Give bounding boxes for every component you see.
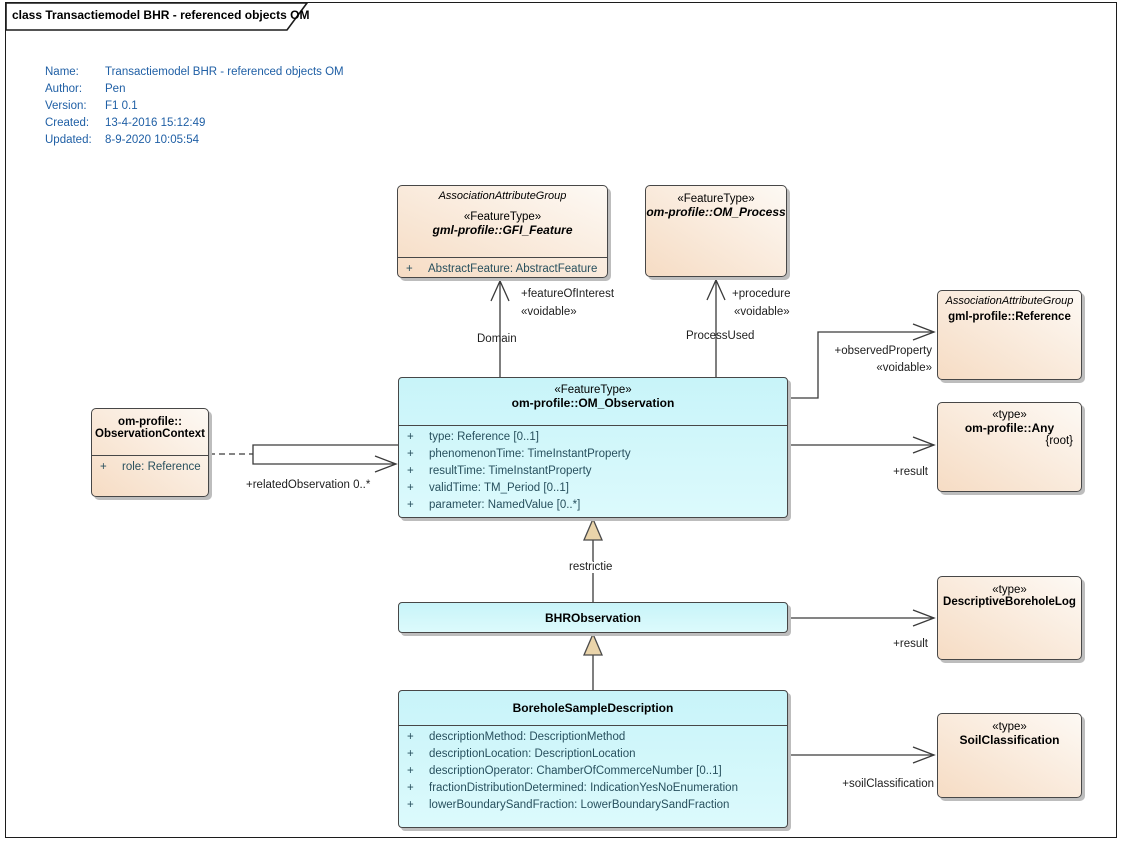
label-domain: Domain [477, 333, 517, 345]
metadata-row: Updated: 8-9-2020 10:05:54 [45, 134, 199, 146]
attribute-row: + parameter: NamedValue [0..*] [407, 499, 581, 511]
class-name: DescriptiveBoreholeLog [943, 596, 1076, 608]
class-stereotype: «FeatureType» [677, 193, 755, 205]
class-stereotype: «FeatureType» [554, 384, 632, 396]
label-soil-classification: +soilClassification [842, 778, 934, 790]
attribute-row: + descriptionMethod: DescriptionMethod [407, 731, 626, 743]
class-name: om-profile::Any [964, 421, 1055, 435]
class-tagline: AssociationAttributeGroup [438, 190, 567, 202]
class-name: BHRObservation [544, 610, 642, 625]
label-procedure-voidable: «voidable» [734, 306, 790, 318]
metadata-row: Version: F1 0.1 [45, 100, 138, 112]
class-name: BoreholeSampleDescription [512, 701, 674, 715]
class-any[interactable] [937, 402, 1082, 492]
class-borehole-sample-description[interactable] [398, 690, 788, 828]
class-name-line2: ObservationContext [95, 428, 205, 440]
class-descriptive-borehole-log[interactable] [937, 576, 1082, 660]
class-stereotype: «type» [992, 409, 1027, 421]
label-feature-of-interest-voidable: «voidable» [521, 306, 577, 318]
label-related-observation: +relatedObservation 0..* [246, 479, 371, 491]
class-tagline: AssociationAttributeGroup [945, 295, 1074, 307]
metadata-row: Author: Pen [45, 83, 126, 95]
attribute-row: + lowerBoundarySandFraction: LowerBoundarySandFraction [407, 799, 730, 811]
label-feature-of-interest: +featureOfInterest [521, 288, 615, 300]
generalization-triangle-icon [584, 634, 602, 655]
attribute-row: + fractionDistributionDetermined: IndicationYesNoEnumeration [407, 782, 738, 794]
diagram-title: class Transactiemodel BHR - referenced objects OM [12, 8, 310, 22]
attribute-row: + AbstractFeature: AbstractFeature [406, 263, 598, 275]
label-process-used: ProcessUsed [686, 330, 755, 342]
class-stereotype: «FeatureType» [463, 211, 542, 223]
metadata-row: Name: Transactiemodel BHR - referenced objects OM [45, 66, 344, 78]
attribute-row: + resultTime: TimeInstantProperty [407, 465, 592, 477]
label-procedure: +procedure [732, 288, 791, 300]
generalization-triangle-icon [584, 519, 602, 540]
class-bhr-observation[interactable] [398, 602, 788, 633]
label-restrictie: restrictie [566, 561, 615, 573]
class-om-process[interactable] [645, 185, 787, 277]
attribute-row: + descriptionLocation: DescriptionLocation [407, 748, 636, 760]
class-name: gml-profile::GFI_Feature [432, 223, 573, 237]
diagram-metadata [45, 64, 344, 149]
connector-related-observation [253, 445, 398, 464]
class-soil-classification[interactable] [937, 713, 1082, 798]
attribute-row: + type: Reference [0..1] [407, 431, 539, 443]
class-gfi-feature[interactable] [397, 185, 608, 278]
label-result-any: +result [893, 466, 928, 478]
label-result-log: +result [893, 638, 928, 650]
label-observed-property-voidable: «voidable» [876, 362, 932, 374]
class-name: om-profile::OM_Process [646, 205, 786, 219]
class-om-observation[interactable] [398, 377, 788, 518]
class-name: om-profile::OM_Observation [511, 396, 675, 410]
attribute-row: + phenomenonTime: TimeInstantProperty [407, 448, 631, 460]
class-name: gml-profile::Reference [948, 311, 1071, 323]
class-reference[interactable] [937, 290, 1082, 380]
attribute-row: + validTime: TM_Period [0..1] [407, 482, 569, 494]
class-name-line1: om-profile:: [118, 416, 182, 428]
attribute-row: + descriptionOperator: ChamberOfCommerceNumber [0..1] [407, 765, 722, 777]
class-constraint: {root} [1045, 435, 1073, 447]
label-observed-property: +observedProperty [834, 345, 932, 357]
attribute-row: + role: Reference [100, 461, 201, 473]
class-name: SoilClassification [959, 733, 1060, 747]
class-stereotype: «type» [992, 721, 1027, 733]
metadata-row: Created: 13-4-2016 15:12:49 [45, 117, 206, 129]
class-observation-context[interactable] [91, 408, 209, 497]
class-stereotype: «type» [992, 584, 1027, 596]
